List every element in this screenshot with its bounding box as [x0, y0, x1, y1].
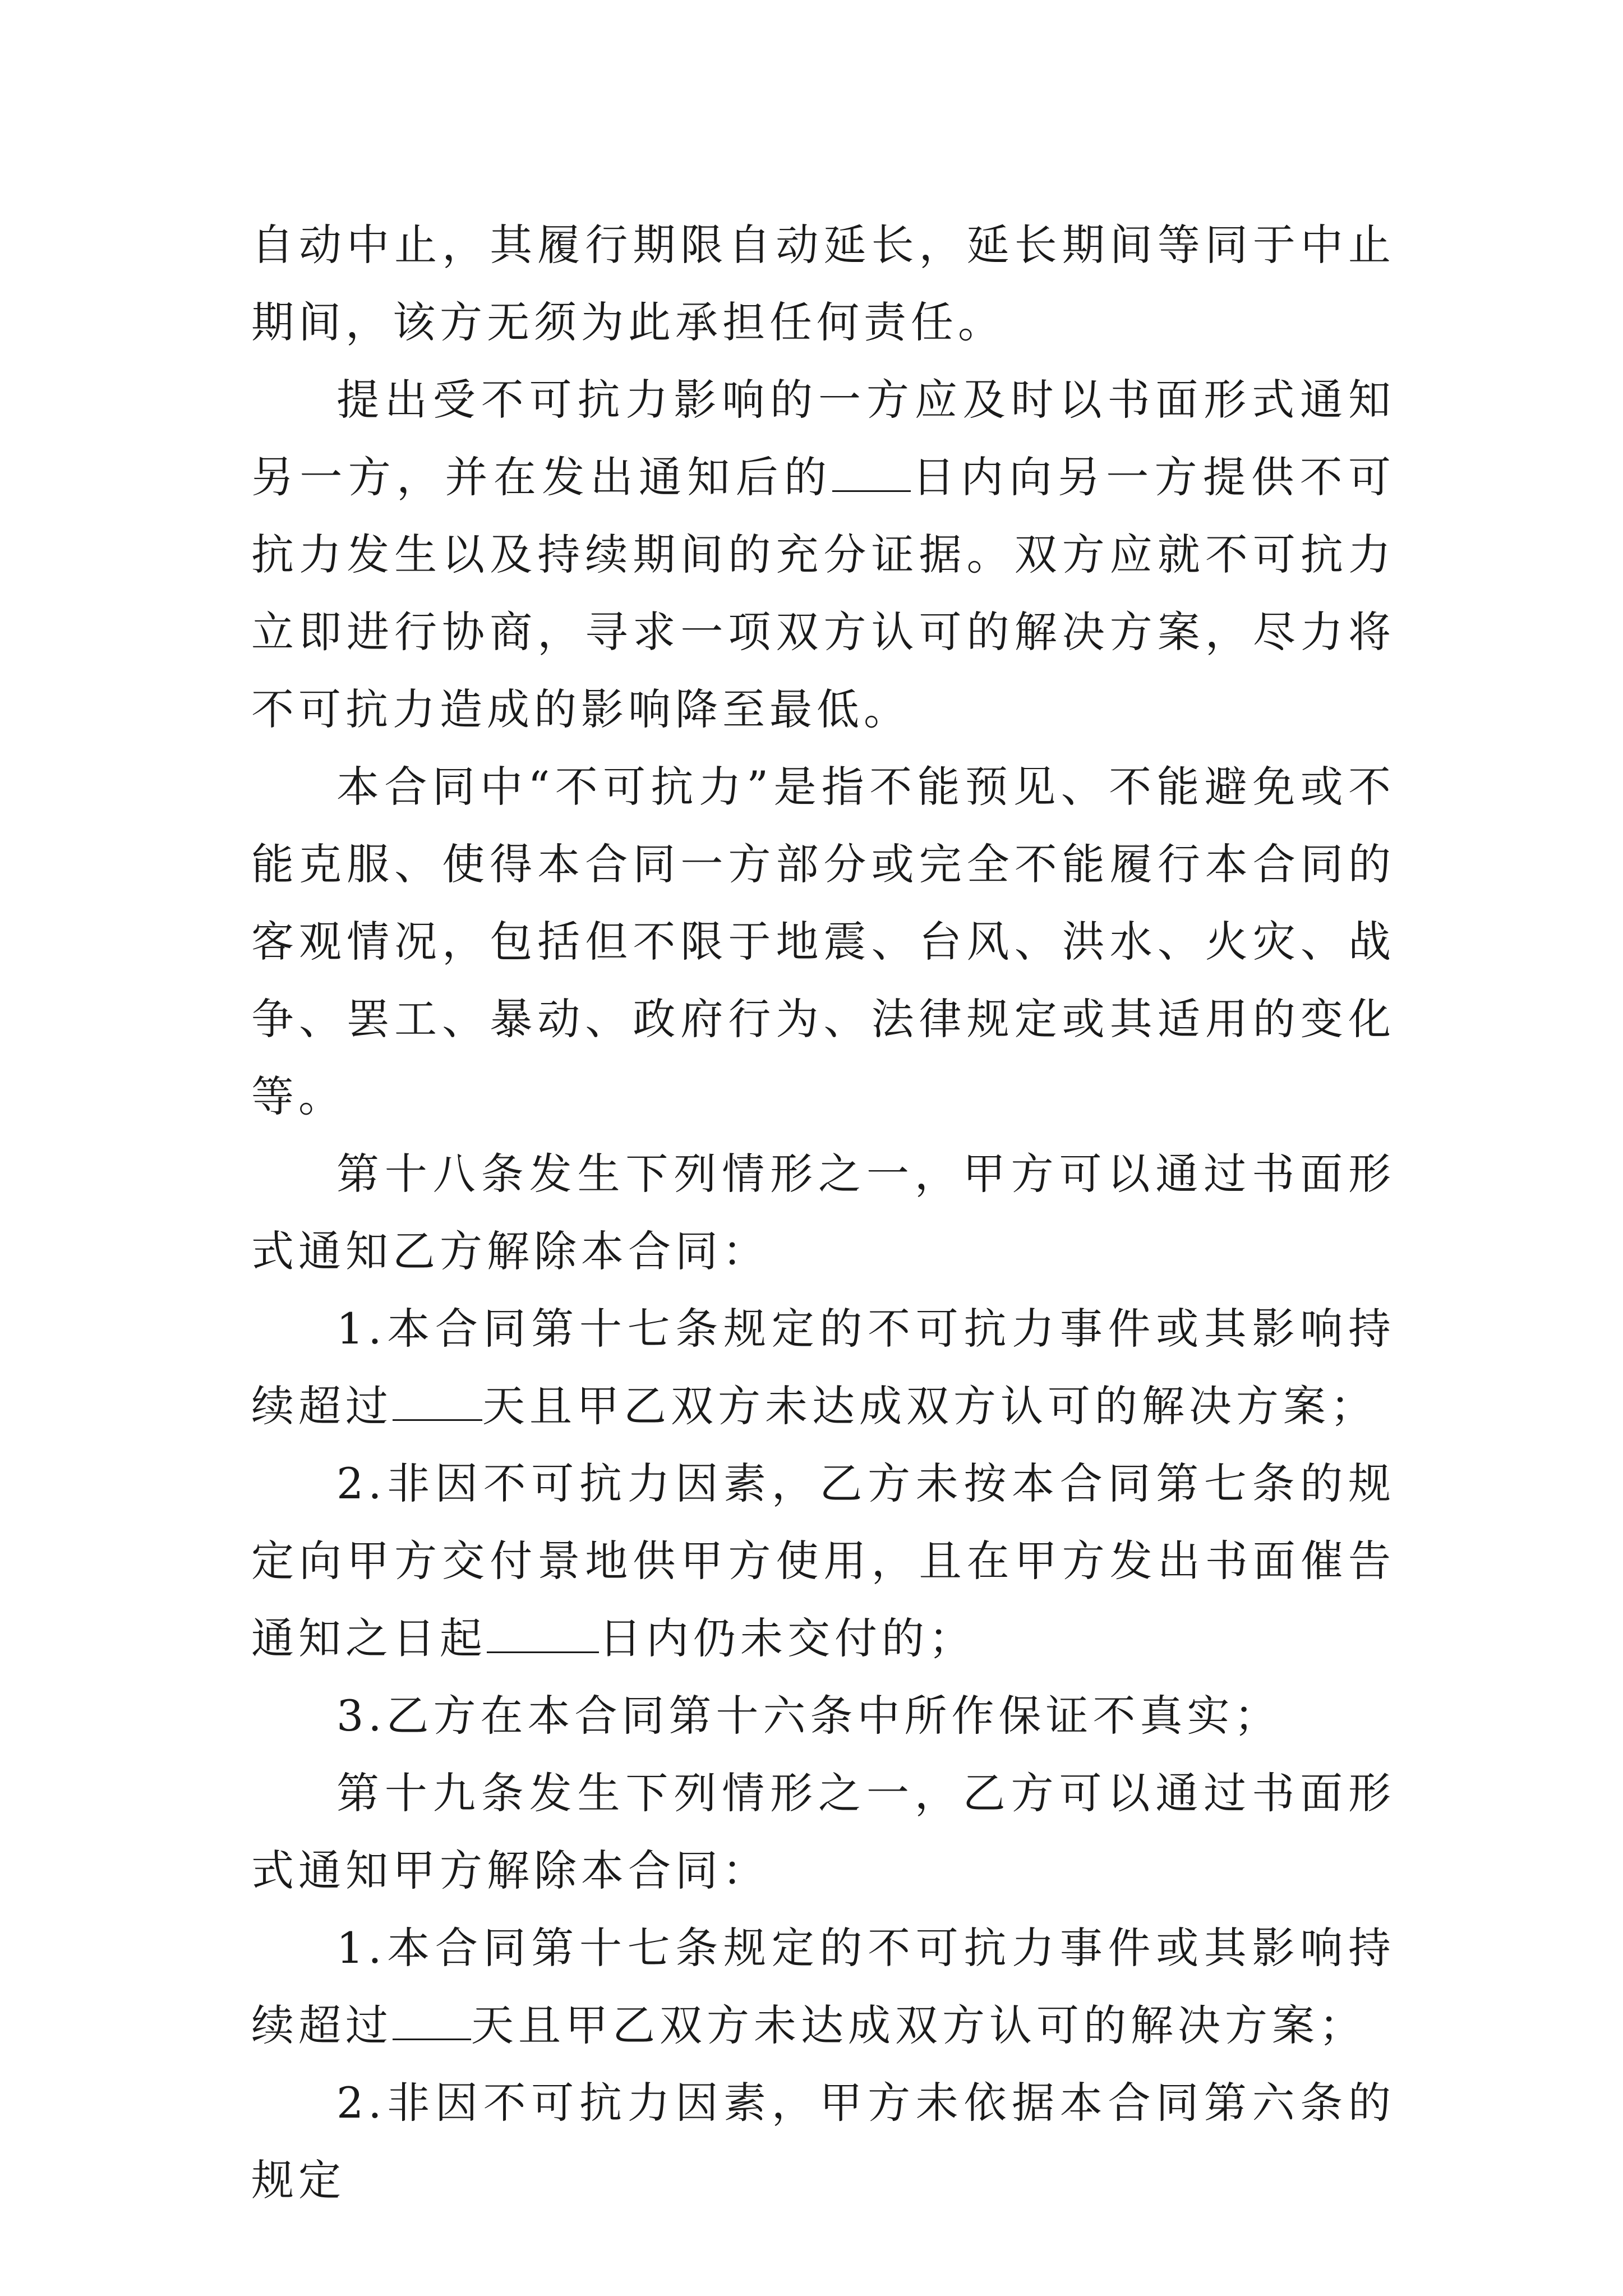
article-19-heading	[251, 1755, 1395, 1910]
paragraph-text: 天且甲乙双方未达成双方认可的解决方案；	[482, 1381, 1377, 1431]
paragraph-text: 1.本合同第十七条规定的不可抗力事件或其影响持续超过	[251, 1304, 1395, 1431]
paragraph-force-majeure-definition	[251, 748, 1395, 1135]
contract-text-body	[251, 206, 1395, 2219]
article-18-heading	[251, 1135, 1395, 1290]
paragraph-text: 日内仍未交付的；	[599, 1613, 976, 1663]
article-19-item-2	[251, 2064, 1395, 2219]
blank-field-days	[832, 451, 911, 492]
paragraph-text: 提出受不可抗力影响的一方应及时以书面形式通知另一方，并在发出通知后的	[251, 375, 1395, 502]
paragraph-text: 日内向另一方提供不可抗力发生以及持续期间的充分证据。双方应就不可抗力立即进行协商，寻求一项双方认可的解决方案，尽力将不可抗力造成的影响降至最低。	[251, 452, 1396, 734]
paragraph-text: 天且甲乙双方未达成双方认可的解决方案；	[471, 2000, 1366, 2050]
paragraph-text: 自动中止，其履行期限自动延长，延长期间等同于中止期间，该方无须为此承担任何责任。	[251, 220, 1395, 347]
article-18-item-2	[251, 1445, 1395, 1677]
paragraph-text: 第十八条发生下列情形之一，甲方可以通过书面形式通知乙方解除本合同：	[251, 1149, 1395, 1276]
article-18-item-1	[251, 1290, 1395, 1445]
article-18-item-3	[251, 1677, 1395, 1755]
paragraph-text: 3.乙方在本合同第十六条中所作保证不真实；	[336, 1691, 1281, 1741]
paragraph-text: 2.非因不可抗力因素，甲方未依据本合同第六条的规定	[251, 2078, 1395, 2205]
paragraph-text: 2.非因不可抗力因素，乙方未按本合同第七条的规定向甲方交付景地供甲方使用，且在甲方发出书面催告通知之日起	[251, 1458, 1395, 1663]
paragraph-text: 本合同中“不可抗力”是指不能预见、不能避免或不能克服、使得本合同一方部分或完全不能履行本合同的客观情况，包括但不限于地震、台风、洪水、火灾、战争、罢工、暴动、政府行为、法律规定或其适用的变化等。	[251, 762, 1395, 1121]
paragraph-text: 1.本合同第十七条规定的不可抗力事件或其影响持续超过	[251, 1923, 1395, 2050]
blank-field-days	[393, 1999, 471, 2040]
paragraph-text: 第十九条发生下列情形之一，乙方可以通过书面形式通知甲方解除本合同：	[251, 1768, 1395, 1895]
article-19-item-1	[251, 1910, 1395, 2064]
paragraph-suspension-continued	[251, 206, 1395, 361]
blank-field-days	[393, 1380, 482, 1421]
blank-field-days	[487, 1612, 599, 1653]
paragraph-force-majeure-notice	[251, 361, 1395, 748]
